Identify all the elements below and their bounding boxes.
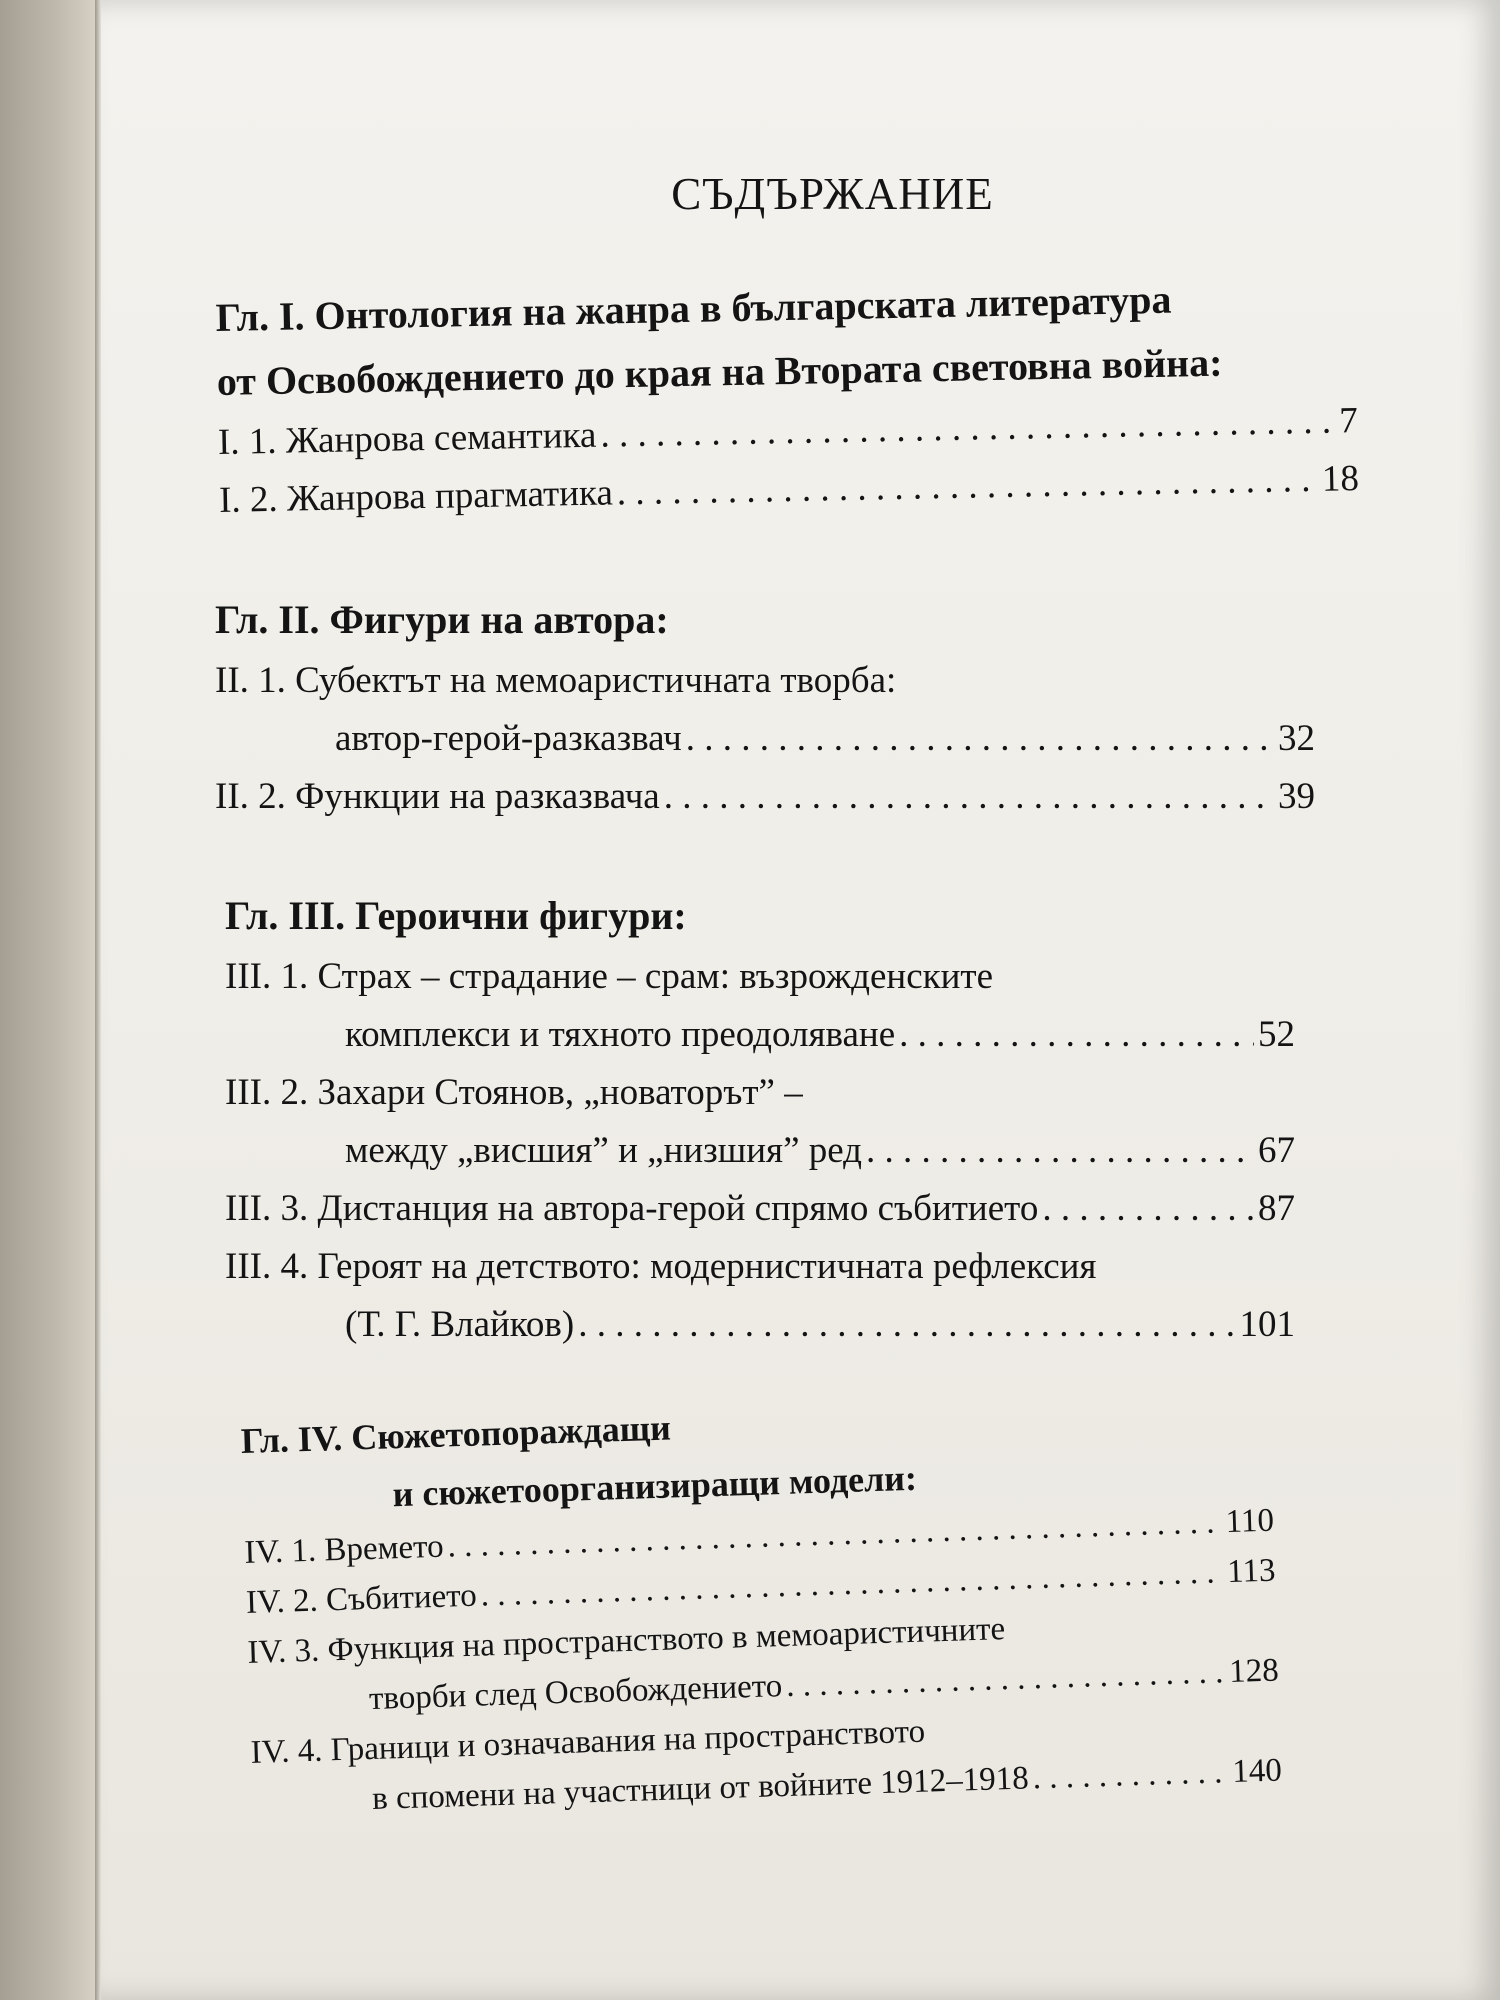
page-number: 113	[1226, 1552, 1277, 1591]
leader-dots	[866, 1122, 1254, 1180]
entry-title: в спомени на участници от войните 1912–1918	[371, 1760, 1030, 1818]
page-number: 101	[1239, 1304, 1295, 1345]
entry-title: IV. 2. Събитието	[245, 1577, 478, 1621]
chapter-heading-line: и сюжетоорганизиращи модели:	[392, 1457, 918, 1515]
page-number: 140	[1231, 1752, 1283, 1790]
page-number: 128	[1228, 1652, 1280, 1691]
chapter-heading-line: Гл. I. Онтология на жанра в българската литература	[215, 276, 1172, 340]
entry-title: II. 2. Функции на разказвача	[215, 776, 660, 817]
entry-title: IV. 1. Времето	[243, 1528, 445, 1571]
entry-title: автор-герой-разказвач	[335, 718, 682, 759]
chapter-heading	[215, 264, 1357, 414]
page-number: 52	[1258, 1014, 1295, 1055]
chapter-3	[225, 884, 1295, 1354]
entry-title: I. 2. Жанрова прагматика	[218, 472, 614, 521]
entry-title-line: IV. 3. Функция на пространството в мемоаристичните	[247, 1611, 1006, 1671]
entry-title: (Т. Г. Влайков)	[345, 1304, 575, 1345]
page-number: 87	[1258, 1188, 1295, 1229]
chapter-1	[215, 264, 1359, 530]
page-number: 110	[1225, 1502, 1275, 1541]
entry-title: III. 3. Дистанция на автора-герой спрямо събитието	[225, 1188, 1039, 1229]
chapter-heading-line: от Освобождението до края на Втората световна война:	[216, 339, 1223, 404]
entry-title-line: III. 2. Захари Стоянов, „новаторът” –	[225, 1072, 803, 1113]
entry-title: между „висшия” и „низшия” ред	[345, 1130, 863, 1171]
toc-entry[interactable]	[215, 768, 1315, 826]
chapter-2	[215, 588, 1315, 826]
page-edge	[95, 0, 101, 2000]
leader-dots	[1042, 1180, 1254, 1238]
toc-entry[interactable]	[225, 948, 1295, 1064]
entry-title-line: III. 4. Героят на детството: модернистичната рефлексия	[225, 1246, 1097, 1287]
entry-title: I. 1. Жанрова семантика	[217, 414, 597, 463]
toc-entry[interactable]	[225, 1238, 1295, 1354]
chapter-heading-line: Гл. III. Героични фигури:	[225, 893, 687, 938]
chapter-heading	[225, 884, 1295, 948]
toc-entry[interactable]	[215, 652, 1315, 768]
leader-dots	[899, 1006, 1254, 1064]
chapter-heading-line: Гл. IV. Сюжетопораждащи	[240, 1407, 672, 1461]
page-number: 7	[1338, 400, 1359, 442]
leader-dots	[664, 768, 1274, 826]
leader-dots	[686, 710, 1274, 768]
page-number: 18	[1321, 458, 1360, 500]
toc-title: СЪДЪРЖАНИЕ	[671, 169, 994, 219]
table-of-contents	[215, 168, 1360, 1886]
entry-title-line: III. 1. Страх – страдание – срам: възрожденските	[225, 956, 994, 997]
chapter-heading	[215, 588, 1315, 652]
toc-entry[interactable]	[225, 1180, 1295, 1238]
chapter-heading-line: Гл. II. Фигури на автора:	[215, 597, 669, 642]
chapter-4	[240, 1380, 1283, 1828]
leader-dots	[1032, 1747, 1229, 1803]
page-number: 39	[1278, 776, 1315, 817]
toc-entry[interactable]	[225, 1064, 1295, 1180]
entry-title: творби след Освобождението	[368, 1668, 783, 1718]
page-number: 32	[1278, 718, 1315, 759]
entry-title-line: II. 1. Субектът на мемоаристичната творба:	[215, 660, 897, 701]
leader-dots	[578, 1296, 1235, 1354]
entry-title: комплекси и тяхното преодоляване	[345, 1014, 896, 1055]
page-number: 67	[1258, 1130, 1295, 1171]
leader-dots	[616, 451, 1318, 522]
entry-title-line: IV. 4. Граници и означавания на пространството	[250, 1713, 926, 1771]
